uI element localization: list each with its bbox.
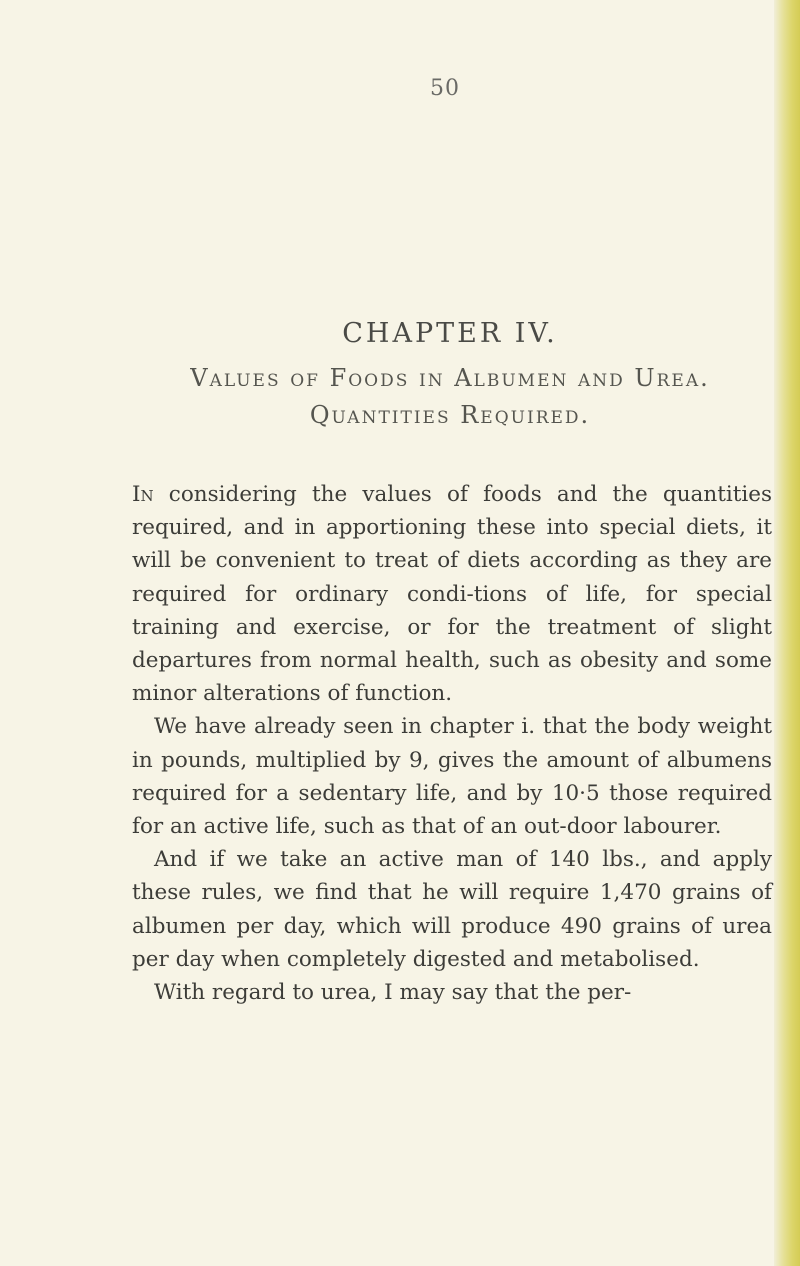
page-number: 50 — [430, 76, 460, 101]
paragraph-4: With regard to urea, I may say that the per- — [154, 980, 632, 1006]
paragraph-1-text: considering the values of foods and the quantities required, and in apportioning these into special diets, it will be convenient to treat of diets according as they are required for ordinary condi-tions of life, for special training and exercise, or for the treatment of slight departures from normal health, such as obesity and some minor alterations of function. — [132, 482, 772, 707]
paragraph-1 — [132, 478, 772, 710]
body-text — [132, 478, 772, 1009]
paragraph-3: And if we take an active man of 140 lbs., and apply these rules, we find that he will require 1,470 grains of albumen per day, which will produce 490 grains of urea per day when completely digested and metabolised. — [132, 847, 772, 972]
chapter-subtitle: Values of Foods in Albumen and Urea. Quantities Required. — [190, 364, 710, 429]
paragraph-lead-word: In — [132, 482, 154, 507]
page-edge-strip — [774, 0, 800, 1266]
chapter-title: CHAPTER IV. — [342, 318, 558, 349]
paragraph-2: We have already seen in chapter i. that the body weight in pounds, multiplied by 9, gives the amount of albumens required for a sedentary life, and by 10·5 those required for an active life, such as that of an out-door labourer. — [132, 714, 772, 840]
